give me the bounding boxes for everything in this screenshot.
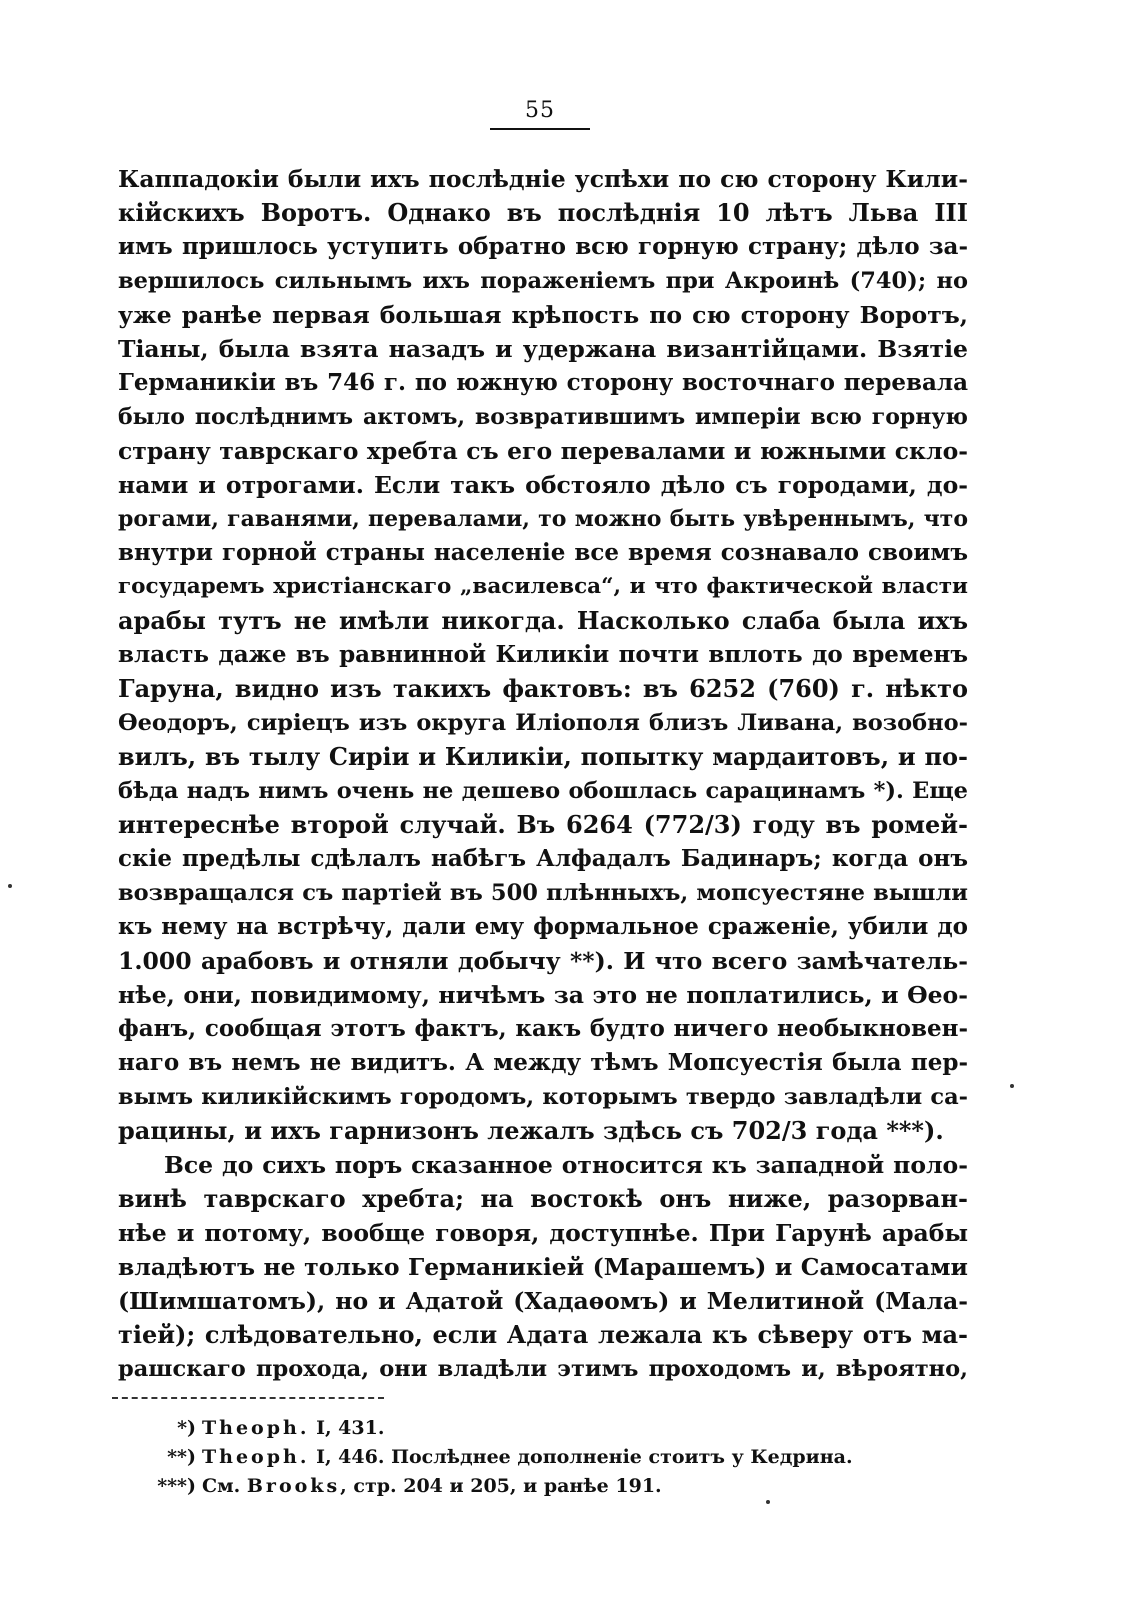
scan-speck (766, 1500, 770, 1504)
text-line: вилъ, въ тылу Сиріи и Киликіи, попытку мардаитовъ, и по- (118, 742, 968, 771)
text-line: скіе предѣлы сдѣлалъ набѣгъ Алфадалъ Бадинаръ; когда онъ (118, 845, 968, 872)
footnote-source: Brooks (246, 1475, 341, 1497)
text-line: Германикіи въ 746 г. по южную сторону восточнаго перевала (118, 369, 968, 396)
text-line: къ нему на встрѣчу, дали ему формальное сраженіе, убили до (118, 913, 968, 940)
text-line: владѣютъ не только Германикіей (Марашемъ) и Самосатами (118, 1253, 968, 1281)
text-line: наго въ немъ не видитъ. А между тѣмъ Мопсуестія была пер- (118, 1049, 968, 1076)
footnote-text: I, 446. Послѣднее дополненіе стоитъ у Кедрина. (316, 1446, 853, 1468)
text-line: нами и отрогами. Если такъ обстояло дѣло съ городами, до- (118, 471, 968, 499)
text-line: государемъ христіанскаго „василевса“, и что фактической власти (118, 574, 968, 599)
footnote-prefix: См. (202, 1475, 241, 1497)
scan-speck (1010, 1084, 1014, 1088)
text-line: уже ранѣе первая большая крѣпость по сю сторону Воротъ, (118, 301, 968, 329)
page-number-rule (490, 128, 590, 130)
footnote-separator (112, 1397, 384, 1399)
text-line: тіей); слѣдовательно, если Адата лежала къ сѣверу отъ ма- (118, 1320, 968, 1349)
page-number: 55 (525, 98, 555, 123)
text-line: рогами, гаванями, перевалами, то можно быть увѣреннымъ, что (118, 506, 968, 532)
footnote (140, 1443, 900, 1472)
footnote (140, 1414, 900, 1443)
text-line: Ѳеодоръ, сиріецъ изъ округа Иліополя близъ Ливана, возобно- (118, 710, 968, 736)
text-line: (Шимшатомъ), но и Адатой (Хадаѳомъ) и Мелитиной (Мала- (118, 1287, 968, 1315)
body-text (118, 162, 968, 1386)
footnote-text: I, 431. (316, 1417, 385, 1439)
footnote-source: Theoph. (202, 1417, 310, 1439)
footnote-mark: *) (177, 1417, 196, 1439)
text-line: вымъ киликійскимъ городомъ, которымъ твердо завладѣли са- (118, 1084, 968, 1110)
text-line: нѣе, они, повидимому, ничѣмъ за это не поплатились, и Ѳео- (118, 981, 968, 1009)
text-line: арабы тутъ не имѣли никогда. Насколько слаба была ихъ (118, 606, 968, 635)
text-line: интереснѣе второй случай. Въ 6264 (772/3) году въ ромей- (118, 810, 968, 839)
text-line: кійскихъ Воротъ. Однако въ послѣднія 10 лѣтъ Льва III (118, 198, 968, 227)
footnote-source: Theoph. (202, 1446, 310, 1468)
text-line: внутри горной страны населеніе все время сознавало своимъ (118, 539, 968, 566)
paragraph-end-line: рацины, и ихъ гарнизонъ лежалъ здѣсь съ 702/3 года ***). (118, 1116, 944, 1145)
footnote-text: , стр. 204 и 205, и ранѣе 191. (340, 1475, 662, 1497)
footnote-mark: ***) (157, 1475, 196, 1497)
text-line: страну таврскаго хребта съ его перевалами и южными скло- (118, 437, 968, 465)
footnote-mark: **) (167, 1446, 196, 1468)
footnotes (140, 1414, 900, 1501)
text-line: было послѣднимъ актомъ, возвратившимъ имперіи всю горную (118, 404, 968, 430)
text-line: рашскаго прохода, они владѣли этимъ проходомъ и, вѣроятно, (118, 1356, 968, 1382)
text-line: фанъ, сообщая этотъ фактъ, какъ будто ничего необыкновен- (118, 1015, 968, 1042)
text-line: имъ пришлось уступить обратно всю горную страну; дѣло за- (118, 233, 968, 260)
text-line: Тіаны, была взята назадъ и удержана византійцами. Взятіе (118, 335, 968, 363)
text-line: 1.000 арабовъ и отняли добычу **). И что всего замѣчатель- (118, 947, 968, 975)
text-line: Гаруна, видно изъ такихъ фактовъ: въ 6252 (760) г. нѣкто (118, 674, 968, 703)
text-line: возвращался съ партіей въ 500 плѣнныхъ, мопсуестяне вышли (118, 880, 968, 906)
text-line: бѣда надъ нимъ очень не дешево обошлась сарацинамъ *). Еще (118, 778, 968, 804)
text-line: власть даже въ равнинной Киликіи почти вплоть до временъ (118, 641, 968, 668)
text-line: Каппадокіи были ихъ послѣдніе успѣхи по сю сторону Кили- (118, 165, 968, 193)
text-line: вершилось сильнымъ ихъ пораженіемъ при Акроинѣ (740); но (118, 268, 968, 294)
scan-speck (8, 884, 12, 888)
text-line: винѣ таврскаго хребта; на востокѣ онъ ниже, разорван- (118, 1184, 968, 1213)
paragraph-start-line: Все до сихъ поръ сказанное относится къ западной поло- (164, 1151, 968, 1179)
footnote (140, 1472, 900, 1501)
text-line: нѣе и потому, вообще говоря, доступнѣе. При Гарунѣ арабы (118, 1219, 968, 1247)
